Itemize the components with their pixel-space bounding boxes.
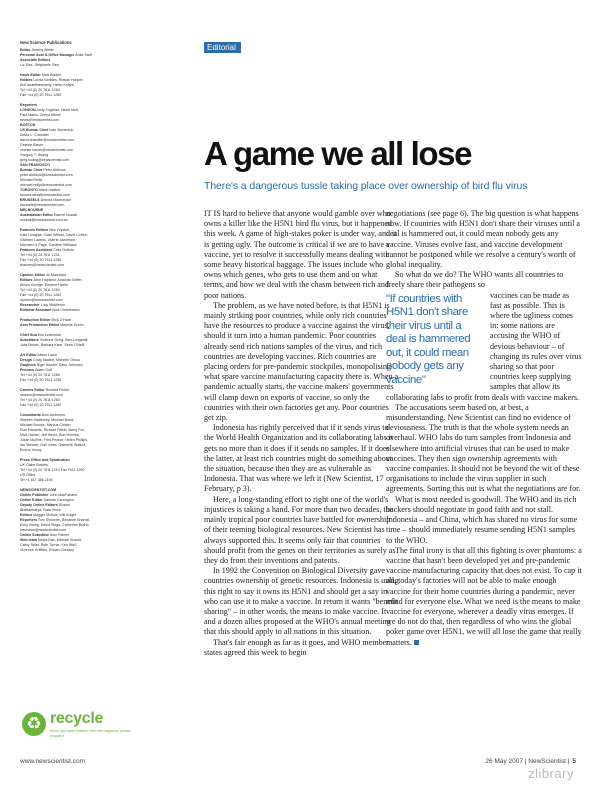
staff-role: Editors (20, 513, 33, 517)
watermark: zlibrary (528, 766, 574, 781)
staff-names: Alun Anderson, (41, 413, 66, 417)
staff-names: Tel +44 (0) 20 7611 1210 Fax 7611 1250 (20, 468, 85, 472)
staff-names: brussels@newscientist.com (20, 203, 65, 207)
staff-names: Nigel Hawtin, Dave Johnston (36, 363, 83, 367)
staff-names: webnews@newscientist.com (20, 528, 66, 532)
staff-line (20, 548, 180, 553)
staff-role: Consultants (20, 413, 41, 417)
staff-role: Reporters (20, 518, 37, 522)
staff-role: Pictures (20, 368, 35, 372)
staff-names: sonora.atka@newscientist.com (20, 193, 70, 197)
staff-role: BOSTON (20, 123, 36, 127)
staff-names: news@newscientist.com (20, 118, 60, 122)
staff-role: Editorial Assistant (20, 308, 52, 312)
staff-names: Liz Else, Stephanie Pain (20, 63, 59, 67)
staff-names: Anita Staff (75, 53, 92, 57)
staff-names: UK Claire Bowles (20, 463, 48, 467)
article-paragraph: That's fair enough as far as it goes, and WHO member states agreed this week to begin (204, 637, 389, 657)
article-paragraph: In 1992 the Convention on Biological Diversity gave countries ownership of genetic resources. Indonesia is using this right to say it owns its H5N1 and should get a say in who can use it to make a vaccine. In return it wants "benefit sharing" – in other words, the means to make vaccine. It and a dozen allies proposed at the WHO's annual meeting that this should apply to all nations in this situation. (204, 566, 399, 637)
staff-names: Gregory T. Huang (20, 153, 49, 157)
staff-names: Michael Brooks, Marcus Chown, (20, 423, 72, 427)
staff-role: Chief Sub (20, 333, 37, 337)
staff-names: Tel +44 (0) 20 7611 1260 (20, 88, 60, 92)
staff-names: michael.reilly@newscientist.com (20, 183, 72, 187)
staff-role: Deputy Online Editors (20, 503, 58, 507)
section-tag: Editorial (204, 42, 241, 53)
staff-names: careers@newscientist.com (20, 393, 63, 397)
footer-url[interactable]: www.newscientist.com (20, 758, 86, 765)
staff-names: Fax +44 (0) 20 7611 1280 (20, 403, 62, 407)
staff-role: Associate Editors (20, 58, 51, 62)
staff-names: Julia Brown, Barbara Kiser, Sean O'Neill (20, 343, 85, 347)
staff-names: Rob Edwards, Richard Fifield, Barry Fox, (20, 428, 86, 432)
staff-names: Celia Guthrie (53, 248, 75, 252)
staff-role: Bureau Chief (20, 168, 43, 172)
staff-names: Bhattacharya, Gaia Vince (20, 508, 61, 512)
staff-names: Damian Carrington (43, 498, 74, 502)
article-column-2 (386, 209, 582, 729)
staff-names: Kate Douglas, Clare Wilson, David Cohen, (20, 233, 88, 237)
staff-names: Jeremy Webb (31, 48, 54, 52)
article-column-1 (204, 209, 399, 729)
staff-names: Lorcia Geddes, Rowan Hooper, (33, 78, 84, 82)
staff-names: Jo Marchant (45, 273, 66, 277)
staff-names: Anil Ananthaswamy, Helen Knight (20, 83, 74, 87)
staff-names: Peter Aldhous (43, 168, 66, 172)
staff-names: Mick O'Hare (51, 318, 72, 322)
staff-names: Ivan Semeniuk (49, 128, 74, 132)
staff-role: Graphics (20, 363, 36, 367)
article-paragraph: vaccines can be made as fast as possible. This is where the ugliness comes in: some nations are accusing the WHO of devious behaviour – of changing its rules over virus sharing so that poor countries keep supplying samples that allow its collaborating labs to profit from deals with vaccine makers. (386, 290, 582, 402)
staff-names: Fax +44 (0) 20 7611 1280 (20, 258, 62, 262)
article-paragraph: Here, a long-standing effort to right one of the world's injustices is taking a hand. For more than two decades, the mainly tropical poor countries have battled for ownership of their teeming biological resources. New Scientist has always supported this. It seems only fair that countries should profit from the genes on their territories as surely as they do from their inventions and patents. (204, 494, 396, 565)
footer-date: 26 May 2007 | NewScientist | (485, 758, 570, 765)
staff-role: Online Subeditor (20, 533, 49, 537)
staff-names: Debora MacKenzie (40, 198, 72, 202)
staff-names: david.chandler@newscientist.com (20, 138, 75, 142)
staff-role: Personal Asst & Office Manager (20, 53, 75, 57)
pull-quote: "If countries with H5N1 don't share their virus until a deal is hammered out, it could mean nobody gets any vaccine" (386, 292, 471, 386)
staff-role: Editor (20, 48, 31, 52)
staff-names: Andy Coghlan, Hazel Muir, (36, 108, 79, 112)
staff-names: Neela Das, Michael Suzuki, (37, 538, 82, 542)
staff-names: Eric Lederman (37, 333, 62, 337)
article-paragraph: What is most needed is goodwill. The WHO and its rich backers should negotiate in good faith and not stall. Indonesia – and China, which has shared no virus for some time – should immediately resume sending H5N1 samples to the WHO. (386, 494, 578, 545)
staff-names: Michael Le Page, Caroline Williams (20, 243, 77, 247)
staff-role: NEWSCIENTIST.COM (20, 488, 57, 492)
staff-role: Careers Editor (20, 388, 45, 392)
staff-names: Alun Palmer (49, 533, 70, 537)
staff-role: Reporters (20, 103, 37, 107)
staff-names: Rachel Nowak (53, 213, 78, 217)
staff-role: Design (20, 358, 32, 362)
staff-names: Ian Stewart, Gail Vines, Gabrielle Walker, (20, 443, 86, 447)
staff-role: Web team (20, 538, 37, 542)
staff-role: News Editor (20, 73, 41, 77)
staff-names: Adam Goff (35, 368, 53, 372)
staff-names: Vivienne Greig, Ben Longstaff, (39, 338, 89, 342)
staff-names: Stephen Battersby, Michael Bond, (20, 418, 75, 422)
publication-name: New Science Publications (20, 40, 72, 45)
recycle-logo (22, 710, 132, 742)
staff-role: Opinion Editor (20, 273, 45, 277)
article-paragraph: Indonesia has rightly perceived that if it sends virus to the World Health Organization and its collaborating labs it gets no more than it does if it sends no samples. If it does the latter, at least rich countries might do something about the situation, because then they are as vulnerable as Indonesia. That was where we left it (New Scientist, 17 February, p 3). (204, 423, 394, 494)
staff-role: Australasian Editor (20, 213, 53, 217)
recycle-tagline: When you have finished with this magazine please recycle it. (50, 729, 131, 738)
article-paragraph: The final irony is that all this fighting is over phantoms: a vaccine that hasn't been developed yet and pre-pandemic vaccine manufacturing capacity that does not exist. To cap it all, today's factories will not be able to make enough vaccine for their home countries during a pandemic, never mind for everyone else. What we need is the means to make vaccine for everyone, wherever a deadly virus emerges. If we do not do that, then regardless of who wins the global poker game over H5N1, we will all lose the game that really matters. (386, 545, 582, 647)
staff-names: Lucy Middleton (40, 303, 65, 307)
article-paragraph: So what do we do? The WHO wants all countries to freely share their pathogens so (386, 270, 564, 290)
staff-names: Emma Young (20, 448, 42, 452)
staff-names: Alison Motluk (38, 188, 61, 192)
staff-role: Online Publisher (20, 493, 49, 497)
staff-names: David L. Chandler (20, 133, 49, 137)
staff-names: Cathy Tallet, Ruth Turner, Ken Wall, (20, 543, 77, 547)
staff-names: Tel +1 617 386 2190 (20, 478, 53, 482)
staff-names: Matt Walker (41, 73, 61, 77)
footer-info (485, 758, 576, 765)
recycle-word: recycle (50, 710, 104, 727)
staff-names: Tel +44 (0) 20 7611 1201 (20, 253, 60, 257)
staff-role: TORONTO (20, 188, 38, 192)
staff-role: BRUSSELS (20, 198, 40, 202)
headline: A game we all lose (204, 135, 472, 172)
staff-names: Tel +44 (0) 20 7611 1268 (20, 373, 60, 377)
staff-names: Mick Hamer, Jeff Hecht, Bob Holmes, (20, 433, 80, 437)
staff-names: Tel +44 (0) 20 7611 1260 (20, 288, 60, 292)
staff-role: Press Office and Syndication (20, 458, 70, 462)
page-number: 5 (572, 758, 576, 765)
staff-names: Maggie McKee, Will Knight (33, 513, 77, 517)
staff-role: Features Assistant (20, 248, 53, 252)
staff-names: Celeste Biever (20, 143, 44, 147)
staff-names: Melanie Green (60, 323, 84, 327)
staff-names: John Hopland, Amanda Gefter, (33, 278, 83, 282)
staff-names: Michael Reilly (20, 178, 43, 182)
staff-role: Features Editors (20, 228, 49, 232)
staff-role: LONDON (20, 108, 36, 112)
article-paragraph: negotiations (see page 6). The big question is what happens now. If countries with H5N1 don't share their viruses until a deal is hammered out, it could mean nobody gets any vaccine. Viruses evolve fast, and vaccine development cannot be postponed while we resolve a century's worth of global inequality. (386, 209, 581, 270)
staff-role: Asst Production Editor (20, 323, 60, 327)
staff-names: Fax +44 (0) 20 7611 1250 (20, 378, 62, 382)
staff-names: US Office (20, 473, 36, 477)
article-paragraph: The problem, as we have noted before, is that H5N1 is mainly striking poor countries, while only rich countries have the resources to produce a vaccine against the virus, should it turn into a human pandemic. Poor countries already send rich nations samples of the virus, and rich countries are developing vaccines. Rich countries are placing orders for pre-pandemic stockpiles, monopolising what spare vaccine manufacturing capacity there is. When a pandemic actually starts, the vaccine makers' governments will clamp down on exports of vaccine, so only the countries with their own factories get any. Poor countries get zip. (204, 300, 399, 423)
masthead (20, 40, 180, 720)
staff-names: peter.aldhous@newscientist.com (20, 173, 73, 177)
article-paragraph: IT IS hard to believe that anyone would gamble over who owns a killer like the H5N1 bird flu virus, but it happened this week. A game of high-stakes poker is under way, and it is getting ugly. The outcome is critical if we are to have a vaccine, yet to resolve it successfully means dealing with some heavy historical baggage. The issues include who owns which genes, who gets to use them and on what terms, and how we deal with the chasm between rich and poor nations. (204, 209, 397, 300)
staff-names: Graham Lawton, Valerie Jamieson, (20, 238, 76, 242)
article-paragraph: The accusations seem based on, at best, a misunderstanding. New Scientist can find no evidence of deviousness. The truth is that the whole system needs an overhaul. WHO labs do turn samples from Indonesia and elsewhere into artificial viruses that can be used to make vaccines. They then sign ownership agreements with vaccine companies. It should not be beyond the wit of these organisations to include the virus supplier in such agreements. Sorting this out is what the negotiations are for. (386, 402, 581, 494)
staff-names: celeste.biever@newscientist.com (20, 148, 74, 152)
staff-names: Justin Mullins, Fred Pearce, Helen Phillips, (20, 438, 89, 442)
staff-names: Paul Marks, Zeeya Merali (20, 113, 61, 117)
staff-names: Alison Lawn (37, 353, 57, 357)
staff-role: Subeditors (20, 338, 39, 342)
staff-role: Production Editor (20, 318, 51, 322)
staff-names: opinion@newscientist.com (20, 298, 63, 302)
standfirst: There's a dangerous tussle taking place over ownership of bird flu virus (204, 180, 528, 192)
staff-names: John MacFarlane (49, 493, 78, 497)
staff-names: Alison George, Eleanor Harris (20, 283, 68, 287)
staff-names: Tom Simonite, Roxanne Khamsi, (37, 518, 91, 522)
staff-role: US Bureau Chief (20, 128, 49, 132)
staff-role: MELBOURNE (20, 208, 44, 212)
staff-names: rnowak@newscientist.com.au (20, 218, 68, 222)
staff-names: Tel +44 (0) 20 7611 1260 (20, 398, 60, 402)
staff-role: Editors (20, 78, 33, 82)
staff-names: Fax +44 (0) 20 7611 1250 (20, 93, 62, 97)
staff-list (20, 48, 180, 553)
staff-role: Art Editor (20, 353, 37, 357)
staff-names: Kelly Young, David Shiga, Catherine Brahic (20, 523, 89, 527)
end-mark-icon (414, 640, 419, 645)
staff-names: Richard Fisher (45, 388, 70, 392)
staff-names: features@newscientist.com (20, 263, 64, 267)
staff-names: Vivienne Griffiths, Rohan Creasey (20, 548, 75, 552)
staff-role: Editors (20, 278, 33, 282)
recycle-icon: ♻ (22, 712, 46, 736)
staff-names: greg.huang@newscientist.com (20, 158, 70, 162)
staff-names: Ben Crystall, (49, 228, 70, 232)
staff-names: Nick Christensen (52, 308, 80, 312)
staff-names: Shaoni (58, 503, 70, 507)
staff-names: Fax +44 (0) 20 7611 1262 (20, 293, 62, 297)
staff-role: Researcher (20, 303, 40, 307)
staff-role: SAN FRANCISCO (20, 163, 50, 167)
staff-role: Online Editor (20, 498, 43, 502)
staff-names: Craig Mackie, Michelle Ofosu (32, 358, 80, 362)
